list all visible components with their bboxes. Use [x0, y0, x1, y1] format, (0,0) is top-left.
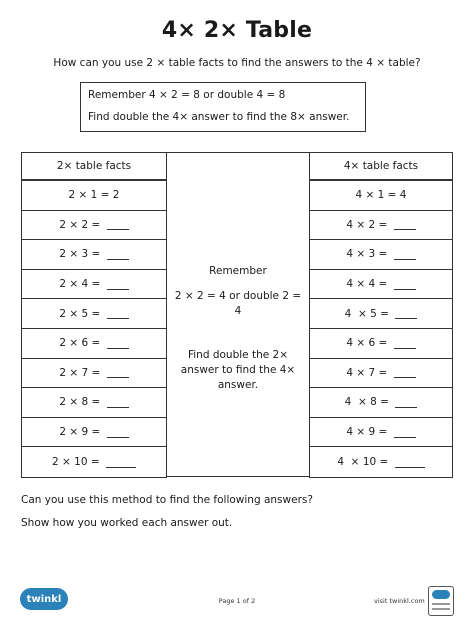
fact-text: 2 × 8 = [59, 396, 104, 409]
table-row [22, 329, 166, 359]
fact-text: 4 × 8 = [344, 396, 393, 409]
table-row [310, 388, 452, 418]
table-row [310, 329, 452, 359]
fact-text: 2 × 10 = [52, 456, 103, 469]
remember-box [80, 82, 366, 132]
fact-text: 4 × 7 = [346, 366, 391, 379]
table-row [310, 299, 452, 329]
table-row [310, 418, 452, 448]
table-row [22, 211, 166, 241]
fact-text: 4 × 10 = [337, 456, 392, 469]
remember-line-1: Remember 4 × 2 = 8 or double 4 = 8 [88, 89, 286, 101]
table-row [310, 447, 452, 477]
remember-line-2: Find double the 4× answer to find the 8× answer. [88, 111, 350, 123]
table-row [310, 359, 452, 389]
fact-text: 4 × 6 = [346, 337, 391, 350]
table-row [22, 181, 166, 211]
fact-text: 2 × 2 = [59, 218, 104, 231]
table-row [22, 388, 166, 418]
fact-text: 2 × 1 = 2 [68, 189, 120, 202]
answer-blank[interactable] [107, 367, 129, 378]
answer-blank[interactable] [107, 397, 129, 408]
table-row [22, 299, 166, 329]
website-text: visit twinkl.com [374, 597, 425, 605]
question-instruction: Show how you worked each answer out. [21, 517, 233, 529]
table-row [310, 211, 452, 241]
column-header: 4× table facts [310, 153, 452, 181]
answer-blank[interactable] [394, 427, 416, 438]
answer-blank[interactable] [394, 367, 416, 378]
table-row [22, 270, 166, 300]
answer-blank[interactable] [395, 457, 425, 468]
fact-text: 2 × 6 = [59, 337, 104, 350]
column-header: 2× table facts [22, 153, 166, 181]
fact-text: 2 × 5 = [59, 307, 104, 320]
fact-text: 4 × 2 = [346, 218, 391, 231]
answer-blank[interactable] [395, 308, 417, 319]
table-row [22, 359, 166, 389]
answer-blank[interactable] [107, 338, 129, 349]
fact-text: 2 × 3 = [59, 248, 104, 261]
four-times-table-column [309, 152, 453, 478]
table-row [22, 240, 166, 270]
table-row [310, 181, 452, 211]
fact-text: 4 × 1 = 4 [355, 189, 407, 202]
answer-blank[interactable] [107, 279, 129, 290]
fact-text: 4 × 5 = [344, 307, 393, 320]
answer-blank[interactable] [107, 219, 129, 230]
fact-text: 4 × 9 = [346, 426, 391, 439]
answer-blank[interactable] [107, 308, 129, 319]
hint-example: 2 × 2 = 4 or double 2 = 4 [174, 290, 302, 317]
hint-remember: Remember [209, 265, 267, 277]
answer-blank[interactable] [107, 427, 129, 438]
two-times-table-column [21, 152, 167, 478]
answer-blank[interactable] [394, 219, 416, 230]
instruction-text: How can you use 2 × table facts to find the answers to the 4 × table? [53, 57, 421, 69]
method-hint-panel [167, 152, 309, 477]
quality-seal-icon [428, 586, 454, 616]
table-row [310, 240, 452, 270]
table-row [22, 418, 166, 448]
answer-blank[interactable] [394, 249, 416, 260]
table-row [22, 447, 166, 477]
answer-blank[interactable] [394, 338, 416, 349]
answer-blank[interactable] [394, 279, 416, 290]
answer-blank[interactable] [395, 397, 417, 408]
fact-text: 4 × 3 = [346, 248, 391, 261]
fact-text: 2 × 7 = [59, 366, 104, 379]
answer-blank[interactable] [107, 249, 129, 260]
page-number: Page 1 of 2 [218, 597, 256, 605]
question-prompt: Can you use this method to find the following answers? [21, 494, 313, 506]
page-title: 4× 2× Table [161, 18, 313, 43]
table-row [310, 270, 452, 300]
fact-text: 2 × 9 = [59, 426, 104, 439]
twinkl-logo: twinkl [20, 588, 68, 610]
answer-blank[interactable] [106, 457, 136, 468]
fact-text: 4 × 4 = [346, 278, 391, 291]
hint-method: Find double the 2× answer to find the 4× answer. [180, 349, 296, 391]
fact-text: 2 × 4 = [59, 278, 104, 291]
